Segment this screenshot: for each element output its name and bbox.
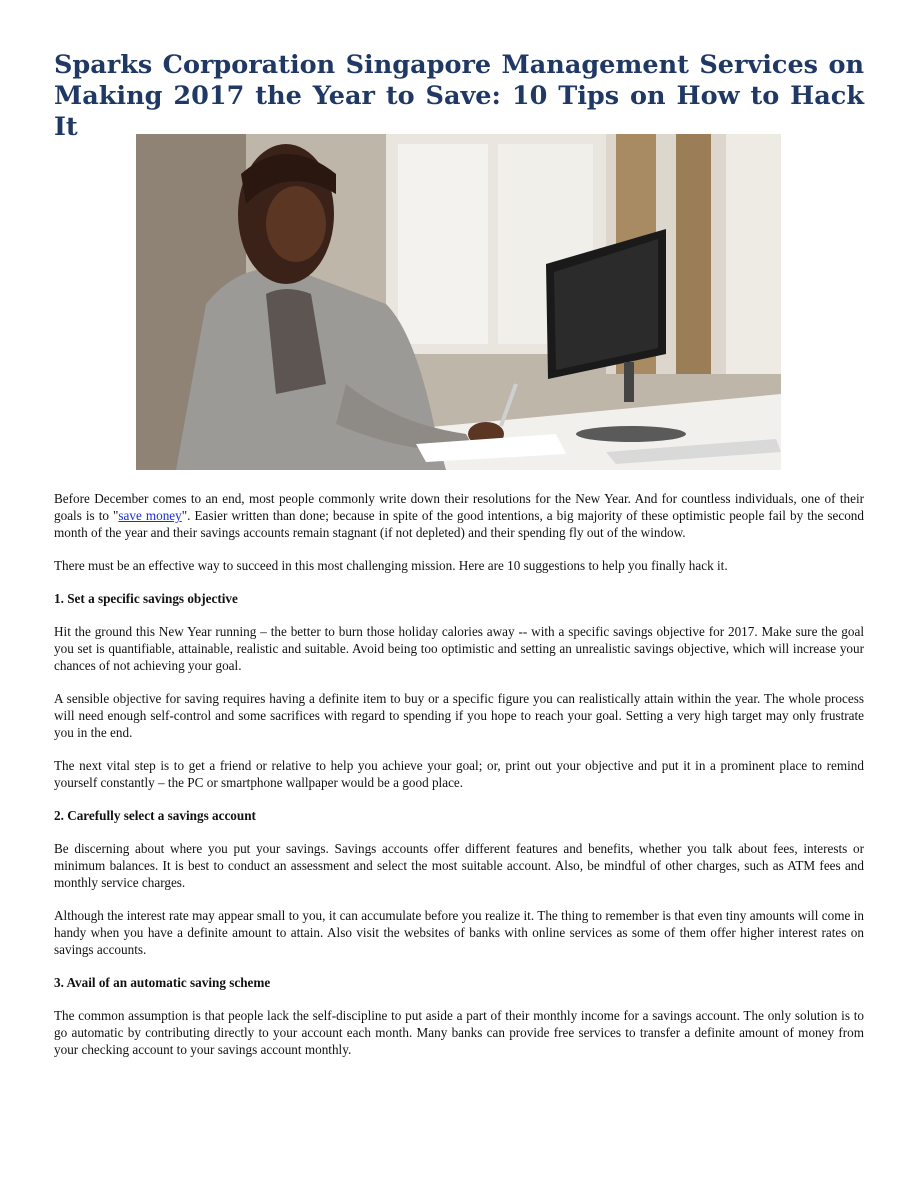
section-1-paragraph-2: A sensible objective for saving requires having a definite item to buy or a specific figure you can realistically attain within the year. The whole process will need enough self-control and some sacrifices with regard to spending if you hope to reach your goal. Setting a very high target may only frustrate you in the end.	[54, 691, 864, 740]
section-heading-3: 3. Avail of an automatic saving scheme	[54, 975, 271, 990]
intro-paragraph-2: There must be an effective way to succeed in this most challenging mission. Here are 10 suggestions to help you finally hack it.	[54, 558, 728, 573]
intro-text-start: Before December comes to an end, most people commonly write down their resolutions for the New Year. And for countless individuals, one of their goals is to "	[54, 491, 864, 523]
article-body	[54, 490, 864, 1074]
section-heading-2: 2. Carefully select a savings account	[54, 808, 256, 823]
section-2-paragraph-1: Be discerning about where you put your savings. Savings accounts offer different features and benefits, whether you talk about fees, interests or minimum balances. It is best to conduct an assessment and select the most suitable account. Also, be mindful of other charges, such as ATM fees and monthly service charges.	[54, 841, 864, 890]
section-1-paragraph-1: Hit the ground this New Year running – the better to burn those holiday calories away -- with a specific savings objective for 2017. Make sure the goal you set is quantifiable, attainable, realistic and suitable. Avoid being too optimistic and setting an unrealistic savings objective, which will increase your chances of not achieving your goal.	[54, 624, 864, 673]
section-1-paragraph-3: The next vital step is to get a friend or relative to help you achieve your goal; or, print out your objective and put it in a prominent place to remind yourself constantly – the PC or smartphone wallpaper would be a good place.	[54, 758, 864, 790]
woman-at-desk-illustration	[136, 134, 781, 470]
section-2-paragraph-2: Although the interest rate may appear small to you, it can accumulate before you realize it. The thing to remember is that even tiny amounts will come in handy when you have a definite amount to attain. Also visit the websites of banks with online services as some of them offer higher interest rates on savings accounts.	[54, 908, 864, 957]
intro-paragraph	[54, 490, 864, 541]
page-title: Sparks Corporation Singapore Management Services on Making 2017 the Year to Save: 10 Tips on How to Hack It	[54, 50, 864, 142]
section-3-paragraph-1: The common assumption is that people lack the self-discipline to put aside a part of their monthly income for a savings account. The only solution is to go automatic by contributing directly to your account each month. Many banks can provide free services to transfer a definite amount of money from your checking account to your savings account monthly.	[54, 1008, 864, 1057]
save-money-link[interactable]: save money	[118, 508, 182, 523]
document-page	[54, 50, 864, 1057]
intro-text-end: ". Easier written than done; because in spite of the good intentions, a big majority of these optimistic people fail by the second month of the year and their savings accounts remain stagnant (if not depleted) and their spending fly out of the window.	[54, 508, 864, 540]
hero-photo	[136, 134, 781, 470]
section-heading-1: 1. Set a specific savings objective	[54, 591, 238, 606]
